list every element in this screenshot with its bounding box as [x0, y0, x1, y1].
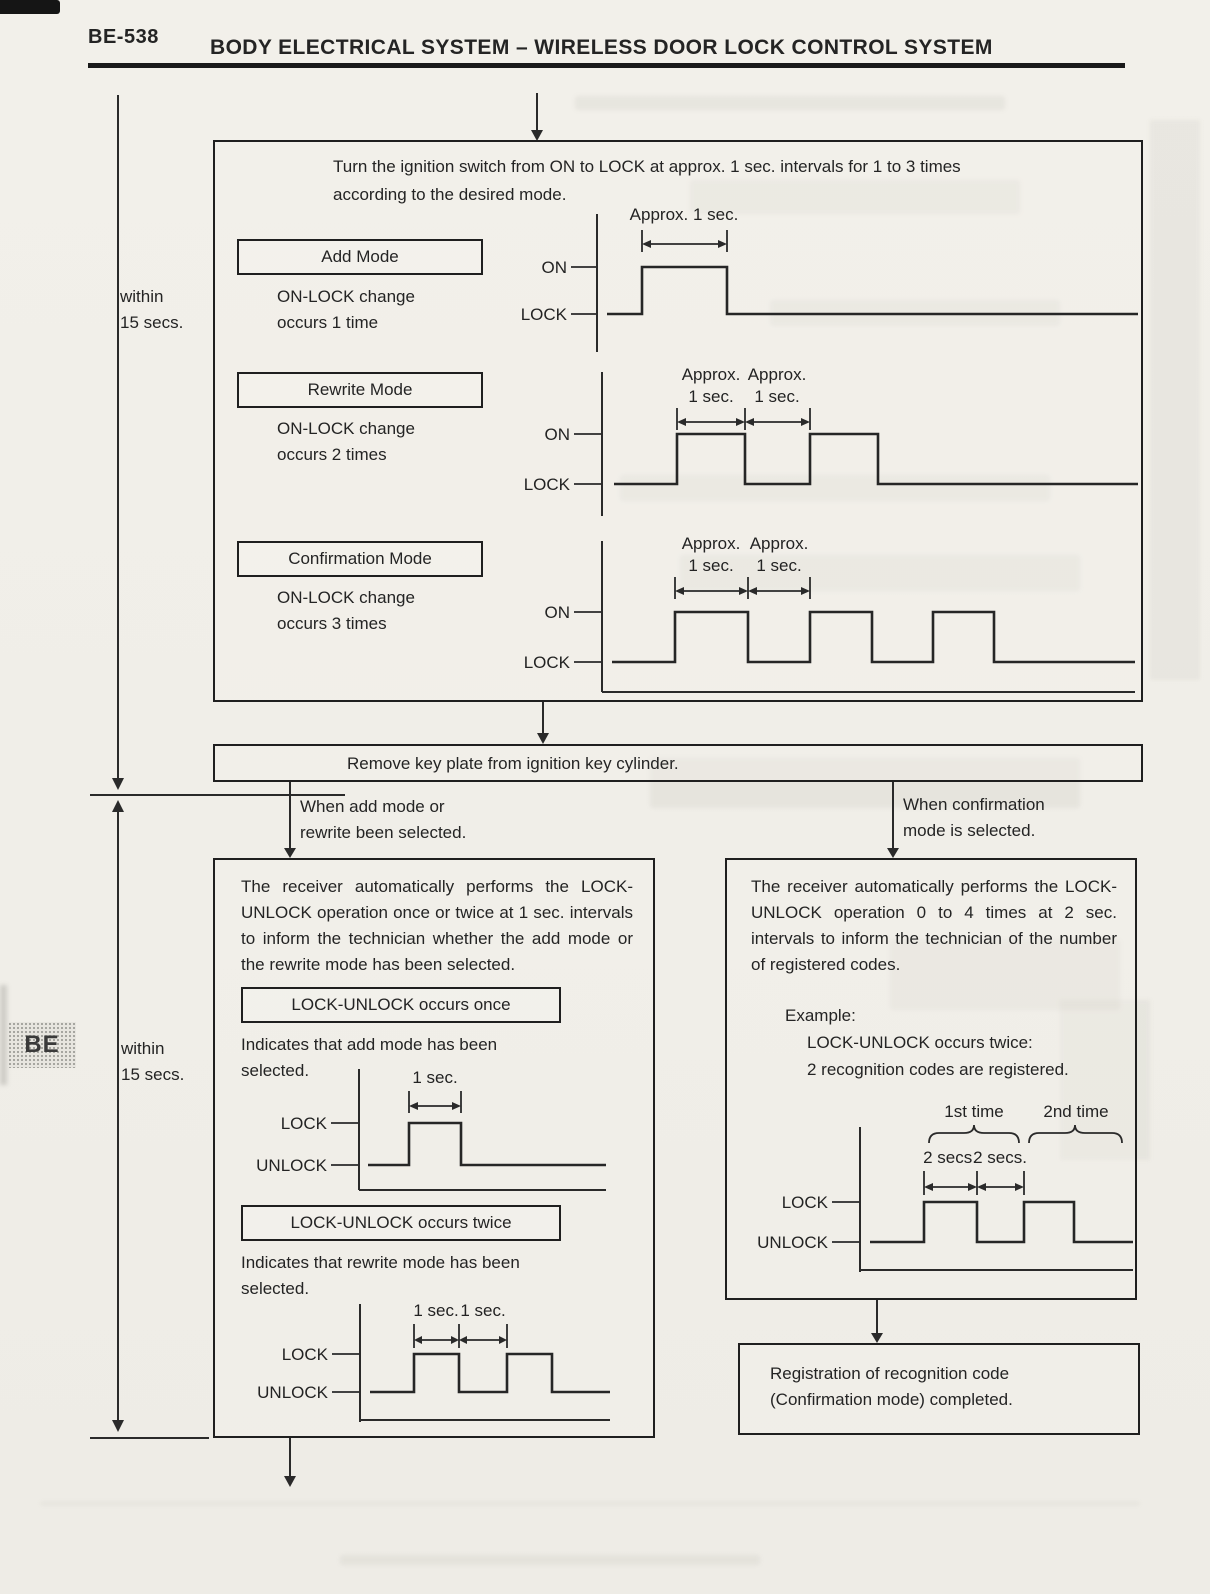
on-label: ON: [544, 603, 570, 622]
waveform: [370, 1354, 610, 1392]
lock-label: LOCK: [520, 305, 567, 324]
occurs-twice-title: LOCK-UNLOCK occurs twice: [290, 1213, 512, 1232]
remove-key-plate-text: Remove key plate from ignition key cylinder.: [347, 754, 679, 773]
example-line2: 2 recognition codes are registered.: [807, 1060, 1069, 1079]
svg-text:Approx.: Approx.: [681, 534, 741, 553]
lock-label: LOCK: [781, 1193, 828, 1212]
svg-text:1 sec.: 1 sec.: [688, 387, 734, 406]
add-mode-title: Add Mode: [321, 247, 399, 266]
page-title: BODY ELECTRICAL SYSTEM – WIRELESS DOOR LOCK CONTROL SYSTEM: [210, 36, 993, 59]
waveform: [607, 267, 1138, 314]
occurs-twice-timing-diagram: [232, 1292, 644, 1434]
svg-text:2 secs.: 2 secs.: [973, 1148, 1027, 1167]
occurs-once-title: LOCK-UNLOCK occurs once: [291, 995, 511, 1014]
confirmation-mode-title: Confirmation Mode: [288, 549, 432, 568]
arrowhead: [887, 848, 899, 858]
occurs-twice-description: Indicates that rewrite mode has been selected.: [241, 1253, 520, 1298]
bracket-label-line: 15 secs.: [121, 1065, 185, 1084]
receiver-confirmation-paragraph: The receiver automatically performs the LOCK-UNLOCK operation 0 to 4 times at 2 sec. intervals to inform the technician of the number of registered codes.: [751, 877, 1117, 974]
waveform: [368, 1123, 606, 1165]
example-label: Example:: [785, 1006, 856, 1025]
confirmation-example-timing-diagram: [732, 1097, 1137, 1285]
unlock-label: UNLOCK: [256, 1156, 327, 1175]
occurs-once-timing-diagram: [232, 1057, 644, 1199]
occurs-once-label-box: [241, 987, 561, 1023]
intro-text-line2: according to the desired mode.: [333, 185, 567, 204]
branch-label-right: When confirmation mode is selected.: [903, 795, 1045, 840]
overbrace: [1029, 1125, 1122, 1143]
add-mode-label-box: [237, 239, 483, 275]
svg-text:1 sec.: 1 sec.: [412, 1068, 458, 1087]
arrowhead: [112, 1420, 124, 1432]
svg-text:1 sec.: 1 sec.: [756, 556, 802, 575]
lock-label: LOCK: [281, 1345, 328, 1364]
procedure-box-ignition-switch: [213, 140, 1143, 702]
first-time-label: 1st time: [944, 1102, 1004, 1121]
svg-text:1 sec.: 1 sec.: [754, 387, 800, 406]
unlock-label: UNLOCK: [757, 1233, 828, 1252]
bracket-label-line: 15 secs.: [120, 313, 184, 332]
page-code: BE-538: [88, 26, 159, 48]
occurs-once-description: Indicates that add mode has been selected.: [241, 1035, 498, 1080]
registration-completed-box: [738, 1343, 1140, 1435]
occurs-twice-label-box: [241, 1205, 561, 1241]
section-tab-be: [8, 1022, 76, 1068]
receiver-add-rewrite-paragraph: The receiver automatically performs the LOCK-UNLOCK operation once or twice at 1 sec. intervals to inform the technician whether the add mode or the rewrite mode has been selected.: [241, 877, 633, 974]
arrowhead: [112, 778, 124, 790]
second-time-label: 2nd time: [1043, 1102, 1109, 1121]
interval-label: Approx. 1 sec.: [629, 205, 739, 224]
waveform: [612, 612, 1135, 662]
confirmation-mode-label-box: [237, 541, 483, 577]
lock-label: LOCK: [280, 1114, 327, 1133]
on-label: ON: [541, 258, 567, 277]
on-label: ON: [544, 425, 570, 444]
receiver-add-rewrite-box: [213, 858, 655, 1438]
rewrite-mode-timing-diagram: [502, 360, 1142, 520]
waveform: [614, 434, 1138, 484]
unlock-label: UNLOCK: [257, 1383, 328, 1402]
lock-label: LOCK: [523, 475, 570, 494]
arrowhead: [537, 733, 549, 744]
section-tab-label: BE: [24, 1031, 60, 1058]
waveform: [870, 1202, 1133, 1242]
intro-text-line1: Turn the ignition switch from ON to LOCK at approx. 1 sec. intervals for 1 to 3 times: [333, 157, 961, 176]
rewrite-mode-title: Rewrite Mode: [307, 380, 413, 399]
bracket-label-line: within: [120, 287, 164, 306]
rewrite-mode-description: ON-LOCK change occurs 2 times: [277, 419, 415, 464]
registration-completed-text: Registration of recognition code (Confirmation mode) completed.: [770, 1364, 1013, 1409]
arrowhead: [284, 848, 296, 858]
confirmation-mode-description: ON-LOCK change occurs 3 times: [277, 588, 415, 633]
lock-label: LOCK: [523, 653, 570, 672]
svg-text:Approx.: Approx.: [749, 534, 809, 553]
svg-text:Approx.: Approx.: [747, 365, 807, 384]
svg-text:1 sec.: 1 sec.: [460, 1301, 506, 1320]
svg-text:1 sec.: 1 sec.: [688, 556, 734, 575]
bracket-label-line: within: [121, 1039, 165, 1058]
confirmation-mode-timing-diagram: [507, 527, 1142, 699]
overbrace: [929, 1125, 1019, 1143]
example-line1: LOCK-UNLOCK occurs twice:: [807, 1033, 1033, 1052]
arrowhead: [871, 1333, 883, 1343]
svg-text:2 secs.: 2 secs.: [923, 1148, 977, 1167]
add-mode-timing-diagram: [512, 200, 1144, 358]
branch-label-left: When add mode or rewrite been selected.: [300, 797, 467, 842]
receiver-confirmation-box: [725, 858, 1137, 1300]
remove-key-plate-box: [213, 744, 1143, 782]
rewrite-mode-label-box: [237, 372, 483, 408]
arrowhead: [284, 1476, 296, 1487]
svg-text:1 sec.: 1 sec.: [413, 1301, 459, 1320]
svg-text:Approx.: Approx.: [681, 365, 741, 384]
add-mode-description: ON-LOCK change occurs 1 time: [277, 287, 415, 332]
